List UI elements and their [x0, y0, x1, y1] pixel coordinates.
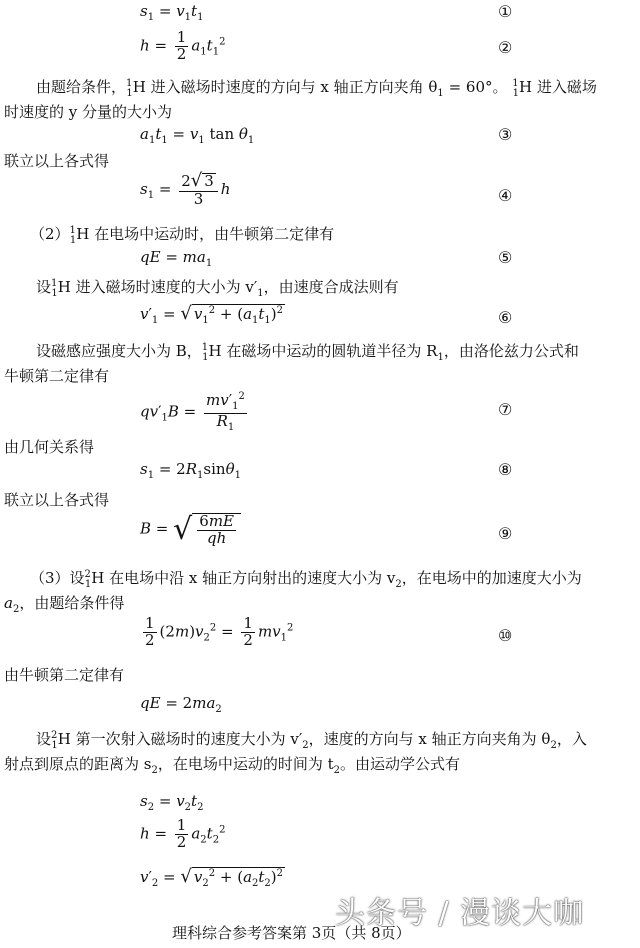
equation-6: $v'_1$ = √ $v_1^2 + (a_1t_1)^2$: [140, 303, 284, 326]
eq-number-1: ①: [498, 2, 513, 21]
eq-number-10: ⑩: [498, 626, 513, 645]
eq-number-9: ⑨: [498, 524, 513, 543]
equation-14: $v'_2$ = √ $v_2^2 + (a_2t_2)^2$: [140, 866, 284, 889]
eq-number-4: ④: [498, 186, 513, 205]
text-line: 牛顿第二定律有: [4, 367, 110, 385]
text-line: （3）设$^2_1$H 在电场中沿 x 轴正方向射出的速度大小为 $v_2$，在电场中的加速度大小为: [30, 569, 582, 590]
eq-number-7: ⑦: [498, 400, 513, 419]
text-line: 设磁感应强度大小为 B，$^1_1$H 在磁场中运动的圆轨道半径为 $R_1$，由洛伦兹力公式和: [36, 342, 579, 363]
text-line: 由牛顿第二定律有: [4, 666, 125, 684]
text-line: 射点到原点的距离为 $s_2$，在电场中运动的时间为 $t_2$。由运动学公式有: [4, 755, 461, 776]
text-line: 时速度的 y 分量的大小为: [4, 103, 173, 121]
text-line: 联立以上各式得: [4, 152, 110, 170]
text-line: $(2)^1_1H$ 在电场中运动时，由牛顿第二定律有: [30, 225, 335, 246]
text-line: 联立以上各式得: [4, 491, 110, 509]
equation-8: $s_1 = 2R_1\sin\theta_1$: [140, 460, 241, 481]
equation-13: h = $\frac{1}{2}$ $a_2t_2^2$: [140, 816, 226, 851]
eq-number-2: ②: [498, 38, 513, 57]
equation-4: $s_1$ = $\frac{2√ 3}{3}$ h: [140, 170, 231, 208]
equation-9: B = √ $\frac{6mE}{qh}$: [140, 512, 241, 547]
equation-7: $qv'_1B$ = $\frac{mv'_1^2}{R_1}$: [140, 391, 245, 433]
eq-number-3: ③: [498, 125, 513, 144]
equation-3: $a_1t_1 = v_1$ $\tan \theta_1$: [140, 125, 255, 146]
page-footer: 理科综合参考答案第 3页（共 8页）: [172, 924, 411, 942]
text-line: $a_2$，由题给条件得: [4, 594, 125, 615]
equation-1: $s_1 = v_1t_1$: [140, 2, 204, 23]
equation-12: $s_2 = v_2t_2$: [140, 792, 204, 813]
equation-5: qE = $ma_1$: [140, 248, 213, 269]
eq-number-6: ⑥: [498, 308, 513, 327]
equation-10: $\frac{1}{2}$ $(2m)v_2^2$ = $\frac{1}{2}$ $mv_1^2$: [145, 614, 294, 649]
equation-11: qE = $2ma_2$: [140, 694, 222, 715]
eq-number-5: ⑤: [498, 248, 513, 267]
equation-2: h = $\frac{1}{2}$ $a_1t_1^2$: [140, 28, 226, 63]
eq-number-8: ⑧: [498, 460, 513, 479]
watermark: 头条号 / 漫谈大咖: [335, 896, 585, 931]
text-line: 由题给条件，$^1_1$H 进入磁场时速度的方向与 x 轴正方向夹角 $\theta_1 = 60^\circ$。 $^1_1$H 进入磁场: [36, 78, 597, 99]
text-line: 设$^2_1$H 第一次射入磁场时的速度大小为 $v'_2$，速度的方向与 x 轴正方向夹角为 $\theta_2$，入: [36, 730, 587, 751]
text-line: 设$^1_1$H 进入磁场时速度的大小为 $v'_1$，由速度合成法则有: [36, 278, 399, 299]
text-line: 由几何关系得: [4, 438, 95, 456]
